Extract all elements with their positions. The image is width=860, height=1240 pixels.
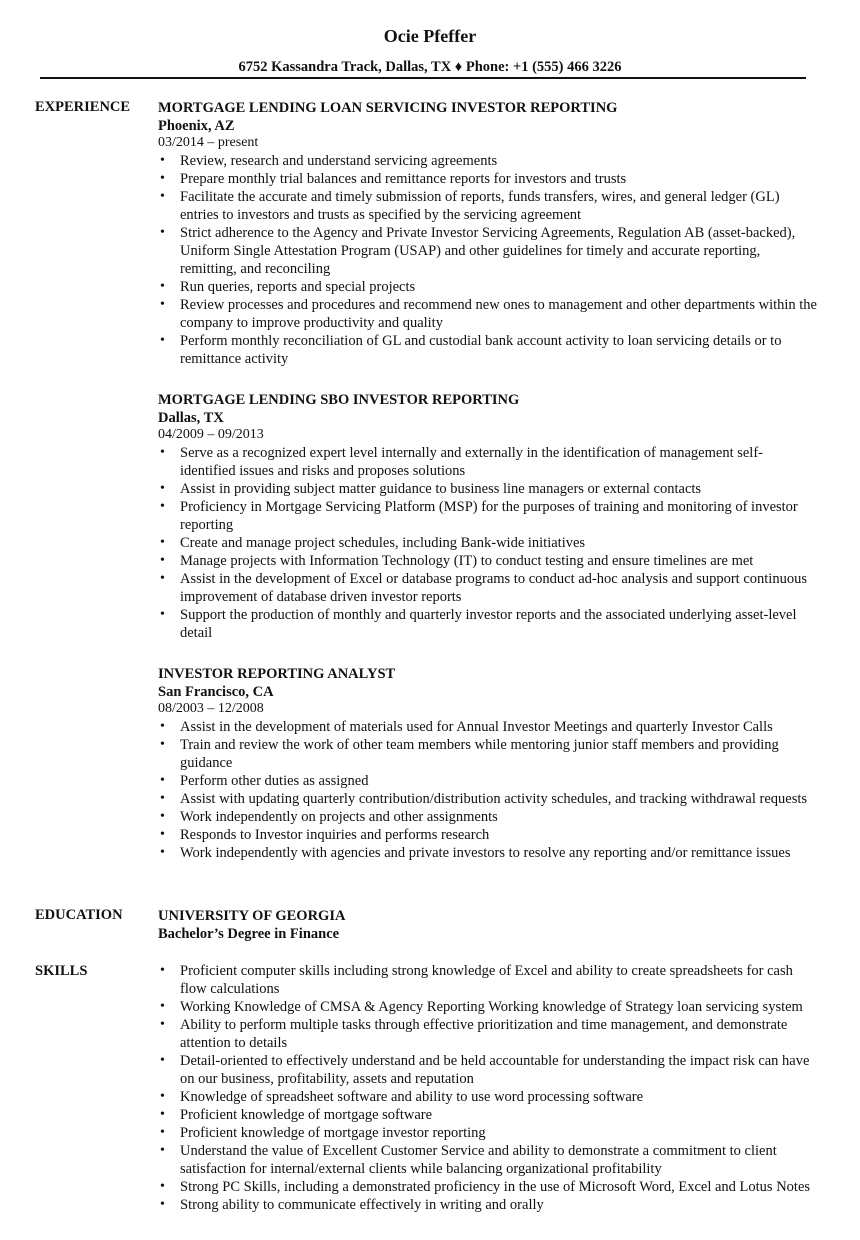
job-dates: 08/2003 – 12/2008 xyxy=(158,701,264,716)
list-item: • Train and review the work of other team members while mentoring junior staff members and providing guidance xyxy=(158,736,818,772)
job-dates: 03/2014 – present xyxy=(158,135,259,150)
list-item: • Create and manage project schedules, including Bank-wide initiatives xyxy=(158,534,818,552)
list-item: • Assist in the development of materials used for Annual Investor Meetings and quarterly Investor Calls xyxy=(158,718,818,736)
list-item: • Support the production of monthly and quarterly investor reports and the associated underlying asset-level detail xyxy=(158,606,818,642)
list-item: • Assist in providing subject matter guidance to business line managers or external contacts xyxy=(158,480,818,498)
list-item: • Assist in the development of Excel or database programs to conduct ad-hoc analysis and support continuous improvement of database driven investor reports xyxy=(158,570,818,606)
job-title: MORTGAGE LENDING LOAN SERVICING INVESTOR REPORTING xyxy=(158,100,618,116)
education-entry xyxy=(158,907,818,943)
list-item: • Perform monthly reconciliation of GL and custodial bank account activity to loan servicing details or to remittance activity xyxy=(158,332,818,368)
list-item: • Assist with updating quarterly contribution/distribution activity schedules, and tracking withdrawal requests xyxy=(158,790,818,808)
list-item: • Serve as a recognized expert level internally and externally in the identification of management self-identified issues and risks and proposes solutions xyxy=(158,444,818,480)
list-item: • Ability to perform multiple tasks through effective prioritization and time management, and demonstrate attention to details xyxy=(158,1016,818,1052)
school-name: UNIVERSITY OF GEORGIA xyxy=(158,908,346,924)
skills-section-label: SKILLS xyxy=(35,963,88,979)
job-title: INVESTOR REPORTING ANALYST xyxy=(158,666,396,682)
list-item: • Facilitate the accurate and timely submission of reports, funds transfers, wires, and general ledger (GL) entries to investors and trusts as specified by the servicing agreement xyxy=(158,188,818,224)
job-dates: 04/2009 – 09/2013 xyxy=(158,427,264,442)
list-item: • Perform other duties as assigned xyxy=(158,772,818,790)
job-duties-list xyxy=(158,718,818,862)
job-duties-list xyxy=(158,444,818,642)
candidate-name: Ocie Pfeffer xyxy=(383,26,477,46)
list-item: • Proficient knowledge of mortgage investor reporting xyxy=(158,1124,818,1142)
contact-line: 6752 Kassandra Track, Dallas, TX ♦ Phone: +1 (555) 466 3226 xyxy=(238,59,622,75)
job-location: Dallas, TX xyxy=(158,410,224,426)
list-item: • Proficient computer skills including strong knowledge of Excel and ability to create spreadsheets for cash flow calculations xyxy=(158,962,818,998)
list-item: • Proficient knowledge of mortgage software xyxy=(158,1106,818,1124)
job-location: San Francisco, CA xyxy=(158,684,274,700)
list-item: • Strict adherence to the Agency and Private Investor Servicing Agreements, Regulation AB (asset-backed), Uniform Single Attestation Program (USAP) and other guidelines for timely and accurate reporting, remitting, and reconciling xyxy=(158,224,818,278)
experience-entry-3 xyxy=(158,665,818,862)
list-item: • Run queries, reports and special projects xyxy=(158,278,818,296)
list-item: • Prepare monthly trial balances and remittance reports for investors and trusts xyxy=(158,170,818,188)
list-item: • Work independently with agencies and private investors to resolve any reporting and/or remittance issues xyxy=(158,844,818,862)
list-item: • Knowledge of spreadsheet software and ability to use word processing software xyxy=(158,1088,818,1106)
skills-list xyxy=(158,962,818,1214)
experience-section-label: EXPERIENCE xyxy=(35,99,131,115)
list-item: • Review, research and understand servicing agreements xyxy=(158,152,818,170)
degree: Bachelor’s Degree in Finance xyxy=(158,926,340,942)
list-item: • Working Knowledge of CMSA & Agency Reporting Working knowledge of Strategy loan servicing system xyxy=(158,998,818,1016)
skills-entry xyxy=(158,962,818,1214)
list-item: • Strong PC Skills, including a demonstrated proficiency in the use of Microsoft Word, Excel and Lotus Notes xyxy=(158,1178,818,1196)
job-location: Phoenix, AZ xyxy=(158,118,235,134)
list-item: • Work independently on projects and other assignments xyxy=(158,808,818,826)
job-duties-list xyxy=(158,152,818,368)
list-item: • Responds to Investor inquiries and performs research xyxy=(158,826,818,844)
list-item: • Detail-oriented to effectively understand and be held accountable for understanding the impact risk can have on our business, profitability, assets and reputation xyxy=(158,1052,818,1088)
education-section-label: EDUCATION xyxy=(35,907,123,923)
list-item: • Proficiency in Mortgage Servicing Platform (MSP) for the purposes of training and monitoring of investor reporting xyxy=(158,498,818,534)
list-item: • Review processes and procedures and recommend new ones to management and other departments within the company to improve productivity and quality xyxy=(158,296,818,332)
job-title: MORTGAGE LENDING SBO INVESTOR REPORTING xyxy=(158,392,520,408)
header-divider xyxy=(40,77,806,79)
list-item: • Understand the value of Excellent Customer Service and ability to demonstrate a commitment to client satisfaction for internal/external clients while balancing organizational profitability xyxy=(158,1142,818,1178)
experience-entry-2 xyxy=(158,391,818,642)
list-item: • Strong ability to communicate effectively in writing and orally xyxy=(158,1196,818,1214)
experience-entry-1 xyxy=(158,99,818,368)
list-item: • Manage projects with Information Technology (IT) to conduct testing and ensure timelines are met xyxy=(158,552,818,570)
